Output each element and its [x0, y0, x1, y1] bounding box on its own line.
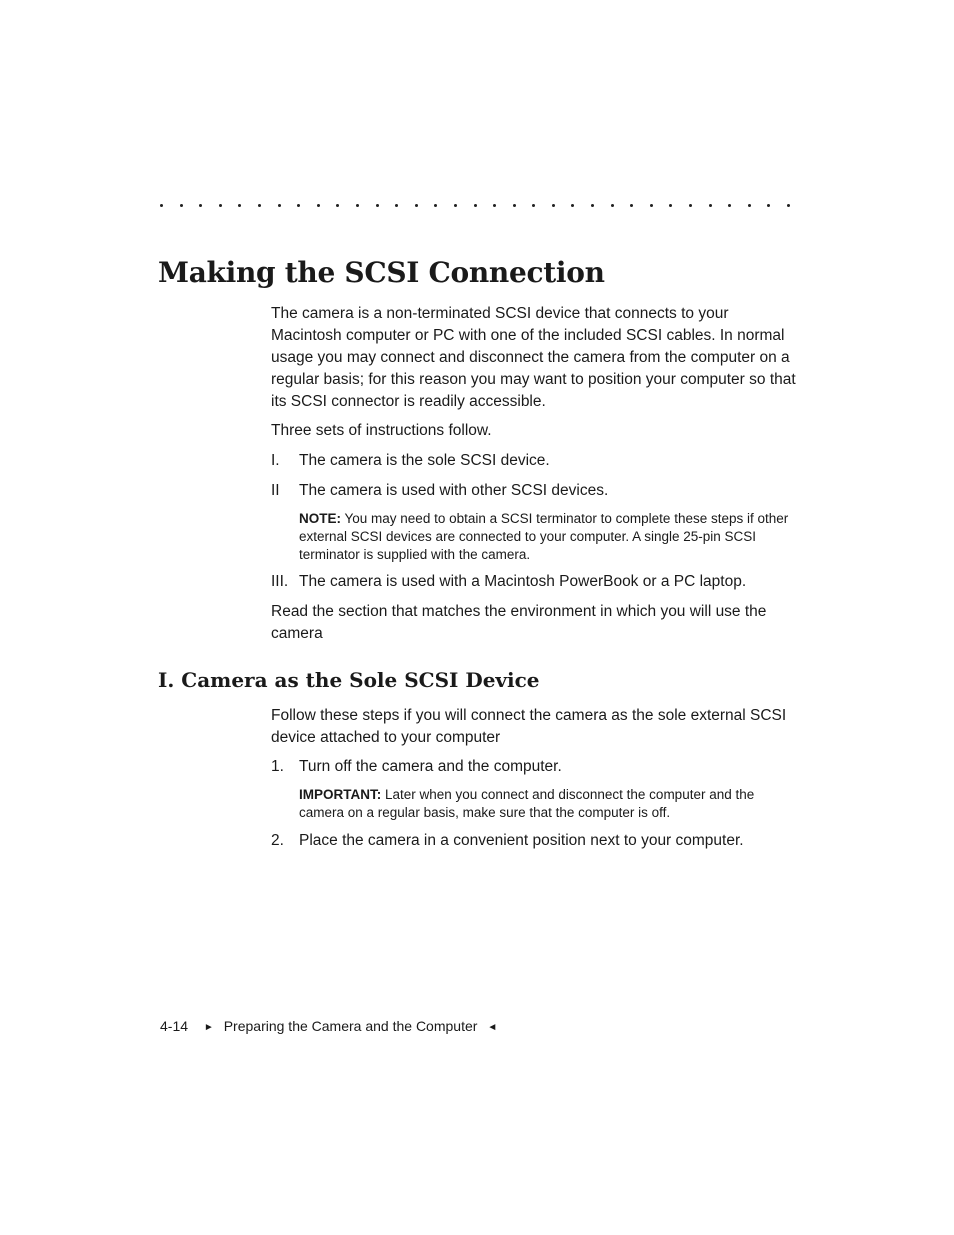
step-text: Place the camera in a convenient position next to your computer.	[299, 832, 744, 849]
left-triangle-icon: ◄	[487, 1022, 498, 1033]
step-text: Turn off the camera and the computer.	[299, 758, 562, 775]
instructions-intro: Three sets of instructions follow.	[271, 422, 492, 439]
list-item-text: The camera is used with a Macintosh PowerBook or a PC laptop.	[299, 573, 747, 590]
page-number: 4-14	[160, 1018, 189, 1034]
step-number: 2.	[271, 832, 284, 849]
closing-paragraph: Read the section that matches the environment in which you will use the camera	[271, 603, 767, 642]
list-item-number: I.	[271, 452, 280, 469]
important-text: Later when you connect and disconnect the computer and the camera on a regular basis, make sure that the computer is off.	[299, 787, 755, 820]
page-footer	[160, 1018, 497, 1034]
right-triangle-icon: ►	[203, 1022, 214, 1033]
section-intro: Follow these steps if you will connect the camera as the sole external SCSI device attached to your computer	[271, 707, 787, 746]
note-text: You may need to obtain a SCSI terminator to complete these steps if other external SCSI devices are connected to your computer. A single 25-pin SCSI terminator is supplied with the camera.	[299, 511, 789, 562]
list-item-text: The camera is used with other SCSI devices.	[299, 482, 609, 499]
page-title: Making the SCSI Connection	[158, 256, 605, 289]
list-item-number: II	[271, 482, 280, 499]
note-label: NOTE:	[299, 511, 341, 526]
important-label: IMPORTANT:	[299, 787, 382, 802]
note-callout	[299, 510, 799, 564]
chapter-title: Preparing the Camera and the Computer	[223, 1018, 478, 1034]
important-callout	[299, 786, 799, 822]
section-heading: I. Camera as the Sole SCSI Device	[158, 668, 540, 692]
list-item-number: III.	[271, 573, 289, 590]
list-item-text: The camera is the sole SCSI device.	[299, 452, 550, 469]
step-number: 1.	[271, 758, 284, 775]
intro-paragraph: The camera is a non-terminated SCSI device that connects to your Macintosh computer or PC with one of the included SCSI cables. In normal usage you may connect and disconnect the camera from the computer on a regular basis; for this reason you may want to position your computer so that its SCSI connector is readily accessible.	[271, 305, 796, 410]
dotted-rule	[160, 204, 790, 207]
